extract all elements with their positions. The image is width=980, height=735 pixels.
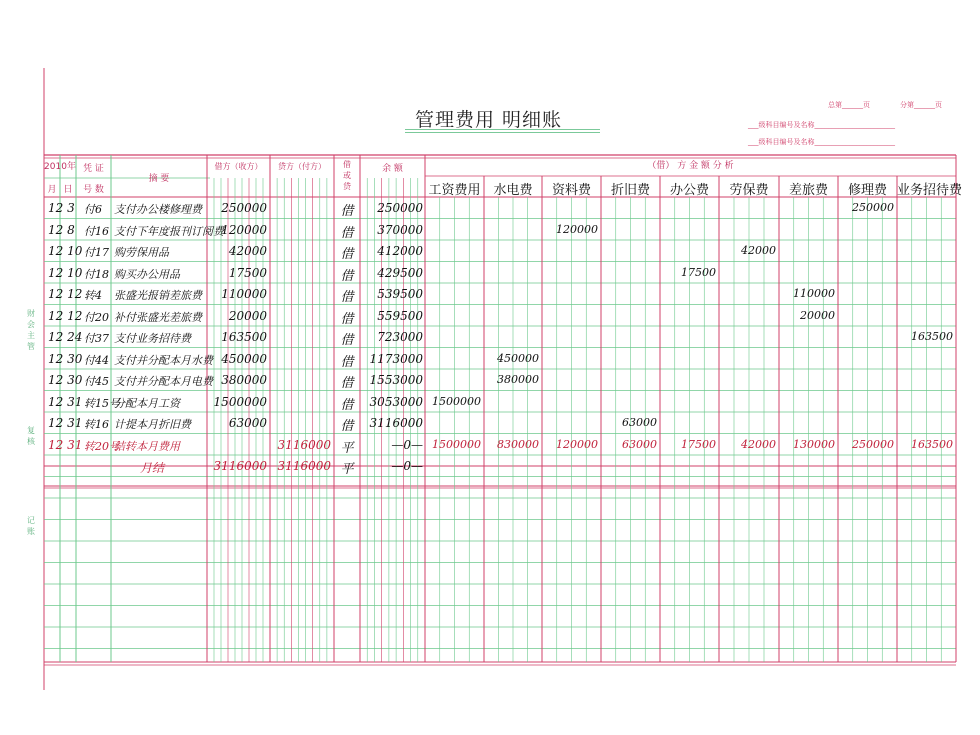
row-voucher: 付37 [84,332,109,345]
row-direction: 借 [340,290,354,305]
row-date: 12 10 [48,265,83,280]
row-voucher: 付17 [84,246,109,259]
row-balance: —0— [391,437,423,452]
col-header-analysis-2: 资料费 [551,183,591,198]
row-summary: 分配本月工资 [114,396,180,410]
row-voucher: 付20 [84,310,109,324]
row-analysis-cell-7: 250000 [852,201,894,214]
col-header-analysis-5: 劳保费 [729,183,769,198]
row-analysis-cell-8: 163500 [911,330,953,343]
row-summary: 购劳保用品 [114,246,169,259]
row-date: 12 12 [48,308,83,323]
row-date: 12 12 [48,287,83,301]
row-balance: 723000 [377,330,423,344]
col-header-analysis-3: 折旧费 [610,183,650,198]
title-underline [405,129,600,130]
row-debit: 3116000 [213,459,267,473]
row-debit: 120000 [221,222,267,237]
row-analysis-cell-5: 42000 [741,244,776,257]
row-analysis-cell-6: 20000 [800,308,835,322]
row-analysis-cell-2: 120000 [556,222,598,236]
row-analysis-cell-0: 1500000 [432,394,481,408]
row-summary: 计提本月折旧费 [114,418,191,431]
col-header-analysis-6: 差旅费 [788,183,828,198]
row-date: 12 8 [48,222,75,237]
col-header-analysis-0: 工资费用 [428,183,481,198]
row-direction: 平 [340,440,354,456]
col-header-year: 2010年 [44,162,76,172]
row-date: 12 30 [48,351,83,366]
side-label-review: 复核 [27,426,35,446]
row-date: 12 31 [48,437,83,452]
row-debit: 250000 [221,201,267,215]
total-page-label: 总第______页 [828,101,870,109]
row-credit: 3116000 [277,459,331,473]
row-summary: 张盛光报销差旅费 [114,289,202,302]
row-summary: 支付办公楼修理费 [114,203,202,216]
row-voucher: 转15号 [84,396,120,410]
row-voucher: 付16 [84,224,109,238]
row-summary: 支付业务招待费 [114,332,191,345]
row-voucher: 转20号 [84,439,120,453]
row-analysis-cell-6: 130000 [793,437,835,451]
side-label-bookkeeping: 记账 [27,516,35,536]
row-balance: 559500 [377,308,423,323]
row-analysis-cell-5: 42000 [741,437,776,451]
col-header-credit: 贷方（付方） [278,162,326,171]
row-analysis-cell-7: 250000 [852,437,894,451]
col-header-analysis-4: 办公费 [669,183,709,198]
col-header-debit: 借方（收方） [214,162,263,171]
row-analysis-cell-1: 380000 [497,373,539,386]
row-summary: 结转本月费用 [114,439,180,453]
row-balance: 3053000 [369,394,423,409]
row-balance: 1173000 [369,351,423,366]
row-analysis-cell-1: 830000 [497,437,539,451]
col-header-voucher: 凭 证 [83,164,104,174]
row-debit: 20000 [228,308,267,323]
row-debit: 17500 [228,265,267,280]
row-date: 12 10 [48,244,83,258]
title-underline-2 [405,132,600,133]
row-debit: 163500 [221,330,267,344]
row-date: 12 31 [48,394,83,409]
row-analysis-cell-1: 450000 [497,351,539,365]
row-analysis-cell-3: 63000 [622,437,657,451]
row-debit: 450000 [221,351,267,366]
row-credit: 3116000 [277,437,331,452]
row-debit: 42000 [228,244,267,258]
row-direction: 借 [340,397,354,413]
row-direction: 借 [340,268,354,284]
row-analysis-cell-2: 120000 [556,437,598,451]
sub-page-label: 分第______页 [900,101,942,109]
row-voucher: 付6 [84,203,102,216]
row-debit: 63000 [228,416,267,430]
row-voucher: 转4 [84,289,102,302]
col-header-summary: 摘 要 [148,174,170,184]
row-balance: 429500 [377,265,423,280]
row-debit: 1500000 [213,394,267,409]
row-date: 12 30 [48,373,83,387]
row-direction: 借 [340,333,354,348]
row-date: 12 31 [48,416,83,430]
row-balance: —0— [391,459,423,473]
row-analysis-cell-3: 63000 [622,416,657,429]
col-header-analysis-title: （借） 方 金 额 分 析 [647,161,734,171]
row-voucher: 转16 [84,418,109,431]
account-line-2: ___级科目编号及名称_______________________ [748,138,895,146]
row-balance: 370000 [377,222,423,237]
row-debit: 110000 [221,287,267,301]
col-header-balance: 余 额 [382,164,403,174]
row-voucher: 付18 [84,267,109,281]
row-direction: 借 [340,354,354,370]
row-analysis-cell-4: 17500 [681,437,716,451]
row-direction: 借 [340,225,354,241]
row-summary: 支付并分配本月水费 [114,353,213,367]
row-summary: 补付张盛光差旅费 [114,310,202,324]
row-direction: 借 [340,247,354,262]
row-direction: 借 [340,376,354,391]
row-direction: 借 [340,204,354,219]
row-summary: 支付下年度报刊订阅费 [114,224,224,238]
row-date: 12 24 [48,330,83,344]
row-analysis-cell-0: 1500000 [432,437,481,451]
row-balance: 412000 [377,244,423,258]
col-header-month: 月 [47,185,57,195]
page-title: 管理费用 明细账 [415,109,563,131]
row-balance: 250000 [377,201,423,215]
row-analysis-cell-6: 110000 [793,287,835,300]
row-analysis-cell-8: 163500 [911,437,953,451]
row-direction: 借 [340,419,354,434]
row-direction: 借 [340,311,354,327]
col-header-analysis-1: 水电费 [493,183,533,198]
row-summary: 月结 [140,461,165,475]
row-date: 12 3 [48,201,75,215]
col-header-analysis-7: 修理费 [847,183,887,198]
col-header-voucher-no: 号 数 [83,185,104,195]
row-summary: 支付并分配本月电费 [114,375,213,388]
col-header-direction: 借或贷 [343,160,351,191]
row-voucher: 付45 [84,375,109,388]
row-balance: 1553000 [369,373,423,387]
row-voucher: 付44 [84,353,109,367]
col-header-day: 日 [63,185,73,195]
col-header-analysis-8: 业务招待费 [897,183,963,198]
row-balance: 3116000 [369,416,423,430]
row-balance: 539500 [377,287,423,301]
side-label-supervisor: 财会主管 [27,309,35,351]
row-debit: 380000 [221,373,267,387]
account-line-1: ___级科目编号及名称_______________________ [748,121,895,129]
row-summary: 购买办公用品 [114,267,180,281]
row-analysis-cell-4: 17500 [681,265,716,279]
row-direction: 平 [340,462,354,477]
